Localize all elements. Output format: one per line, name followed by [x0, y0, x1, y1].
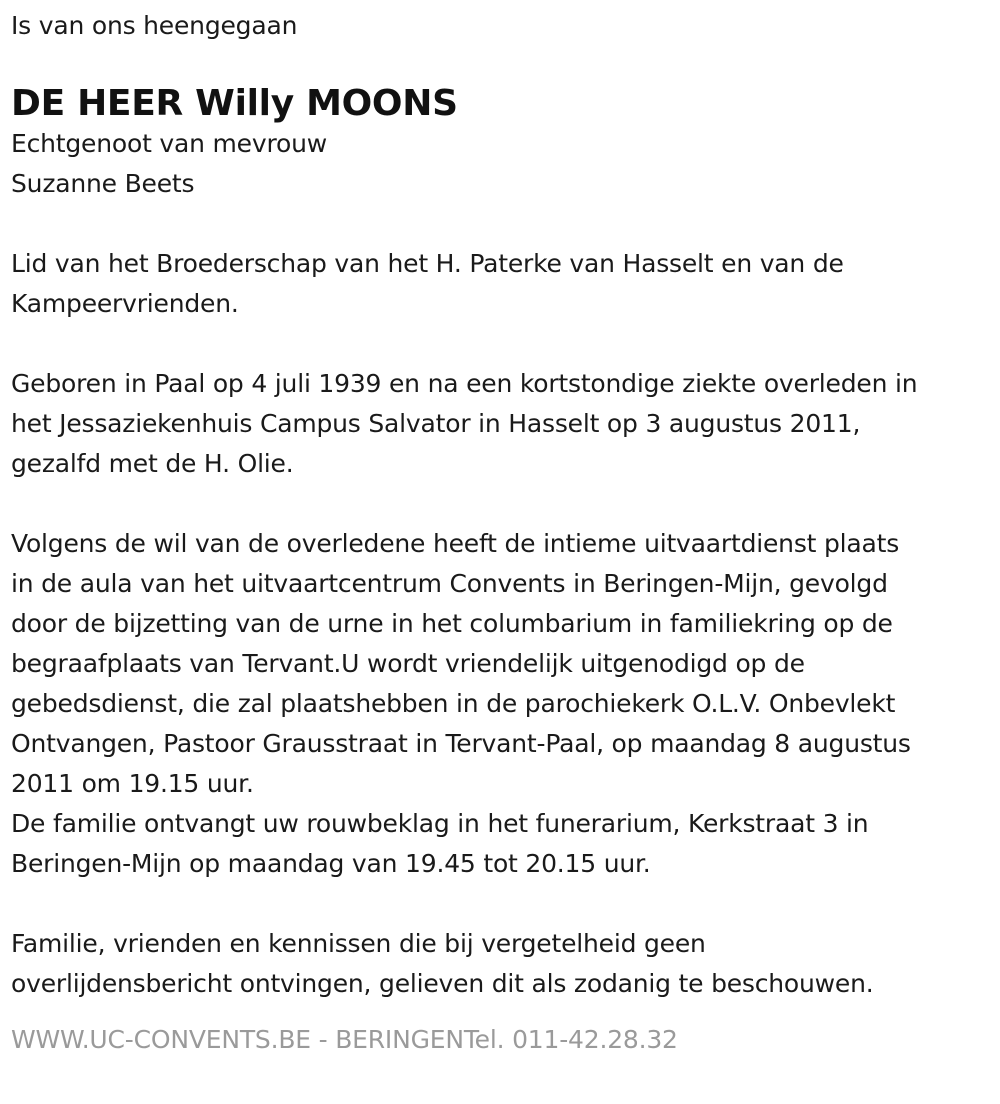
closing-paragraph — [11, 924, 988, 1004]
paragraph-line: gezalfd met de H. Olie. — [11, 449, 294, 478]
paragraph-line: Kampeervrienden. — [11, 289, 239, 318]
paragraph-line: Lid van het Broederschap van het H. Paterke van Hasselt en van de — [11, 249, 844, 278]
paragraph-line: door de bijzetting van de urne in het columbarium in familiekring op de — [11, 609, 893, 638]
spouse-line: Echtgenoot van mevrouw — [11, 129, 327, 158]
paragraph-line: Ontvangen, Pastoor Grausstraat in Tervant-Paal, op maandag 8 augustus — [11, 729, 911, 758]
membership-paragraph — [11, 244, 988, 324]
birth-death-paragraph — [11, 364, 988, 484]
paragraph-line: Familie, vrienden en kennissen die bij vergetelheid geen — [11, 929, 706, 958]
footer-contact: WWW.UC-CONVENTS.BE - BERINGENTel. 011-42.28.32 — [11, 1025, 678, 1054]
paragraph-line: begraafplaats van Tervant.U wordt vriendelijk uitgenodigd op de — [11, 649, 805, 678]
spouse-block — [11, 124, 988, 204]
paragraph-line: het Jessaziekenhuis Campus Salvator in Hasselt op 3 augustus 2011, — [11, 409, 861, 438]
spouse-line: Suzanne Beets — [11, 169, 195, 198]
funeral-paragraph — [11, 524, 988, 884]
paragraph-line: Beringen-Mijn op maandag van 19.45 tot 20.15 uur. — [11, 849, 651, 878]
paragraph-line: 2011 om 19.15 uur. — [11, 769, 254, 798]
paragraph-line: overlijdensbericht ontvingen, gelieven dit als zodanig te beschouwen. — [11, 969, 874, 998]
paragraph-line: De familie ontvangt uw rouwbeklag in het funerarium, Kerkstraat 3 in — [11, 809, 869, 838]
paragraph-line: Volgens de wil van de overledene heeft de intieme uitvaartdienst plaats — [11, 529, 900, 558]
paragraph-line: Geboren in Paal op 4 juli 1939 en na een kortstondige ziekte overleden in — [11, 369, 918, 398]
deceased-name: DE HEER Willy MOONS — [11, 83, 458, 124]
paragraph-line: in de aula van het uitvaartcentrum Convents in Beringen-Mijn, gevolgd — [11, 569, 888, 598]
paragraph-line: gebedsdienst, die zal plaatshebben in de parochiekerk O.L.V. Onbevlekt — [11, 689, 896, 718]
intro-text: Is van ons heengegaan — [11, 11, 298, 40]
